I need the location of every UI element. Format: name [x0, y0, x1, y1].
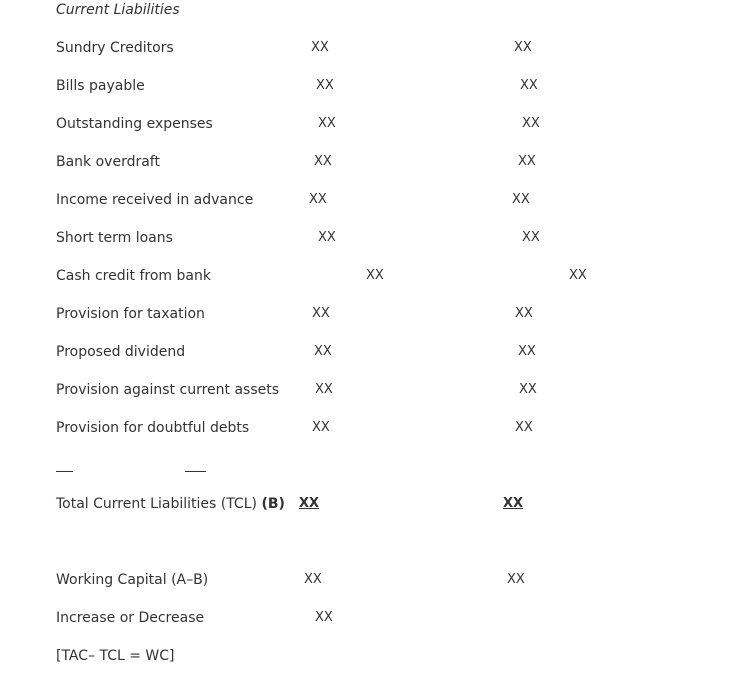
row-label: Sundry Creditors — [56, 40, 174, 56]
liability-row-provision-for-taxation — [0, 306, 754, 326]
value-col2: XX — [512, 192, 530, 207]
row-label: Provision for doubtful debts — [56, 420, 250, 436]
value-col1: XX — [314, 154, 332, 169]
liability-row-income-received-in-advance — [0, 192, 754, 212]
liability-row-short-term-loans — [0, 230, 754, 250]
total-value-col2: XX — [503, 496, 524, 511]
value-col1: XX — [315, 382, 333, 397]
formula-row — [0, 648, 754, 668]
subtotal-rule-right — [185, 471, 206, 472]
liability-row-sundry-creditors — [0, 40, 754, 60]
increase-decrease-row — [0, 610, 754, 630]
liability-row-bills-payable — [0, 78, 754, 98]
liability-row-provision-for-doubtful-debts — [0, 420, 754, 440]
working-capital-col1: XX — [304, 572, 322, 587]
value-col2: XX — [522, 230, 540, 245]
increase-decrease-value: XX — [315, 610, 333, 625]
row-label: Bank overdraft — [56, 154, 160, 170]
total-marker: (B) — [261, 496, 285, 512]
liability-row-outstanding-expenses — [0, 116, 754, 136]
section-title: Current Liabilities — [56, 2, 180, 18]
total-value-col1: XX — [299, 496, 320, 511]
value-col1: XX — [316, 78, 334, 93]
value-col1: XX — [314, 344, 332, 359]
value-col2: XX — [520, 78, 538, 93]
value-col2: XX — [514, 40, 532, 55]
liability-row-proposed-dividend — [0, 344, 754, 364]
value-col2: XX — [518, 344, 536, 359]
row-label: Income received in advance — [56, 192, 254, 208]
row-label: Provision for taxation — [56, 306, 205, 322]
working-capital-row — [0, 572, 754, 592]
working-capital-label: Working Capital (A–B) — [56, 572, 209, 588]
value-col1: XX — [366, 268, 384, 283]
value-col2: XX — [515, 420, 533, 435]
value-col2: XX — [515, 306, 533, 321]
row-label: Cash credit from bank — [56, 268, 211, 284]
value-col2: XX — [522, 116, 540, 131]
value-col2: XX — [569, 268, 587, 283]
row-label: Short term loans — [56, 230, 173, 246]
liability-row-provision-against-current-assets — [0, 382, 754, 402]
increase-decrease-label: Increase or Decrease — [56, 610, 205, 626]
value-col1: XX — [312, 306, 330, 321]
value-col1: XX — [312, 420, 330, 435]
value-col1: XX — [311, 40, 329, 55]
row-label: Outstanding expenses — [56, 116, 213, 132]
liability-row-cash-credit-from-bank — [0, 268, 754, 288]
formula-text: [TAC– TCL = WC] — [56, 648, 175, 664]
value-col2: XX — [519, 382, 537, 397]
row-label: Proposed dividend — [56, 344, 186, 360]
total-label: Total Current Liabilities (TCL) (B) — [56, 496, 285, 512]
row-label: Bills payable — [56, 78, 145, 94]
value-col1: XX — [309, 192, 327, 207]
value-col1: XX — [318, 230, 336, 245]
total-current-liabilities-row — [0, 496, 754, 516]
value-col2: XX — [518, 154, 536, 169]
working-capital-col2: XX — [507, 572, 525, 587]
value-col1: XX — [318, 116, 336, 131]
row-label: Provision against current assets — [56, 382, 280, 398]
liability-row-bank-overdraft — [0, 154, 754, 174]
subtotal-rule-left — [56, 471, 73, 472]
